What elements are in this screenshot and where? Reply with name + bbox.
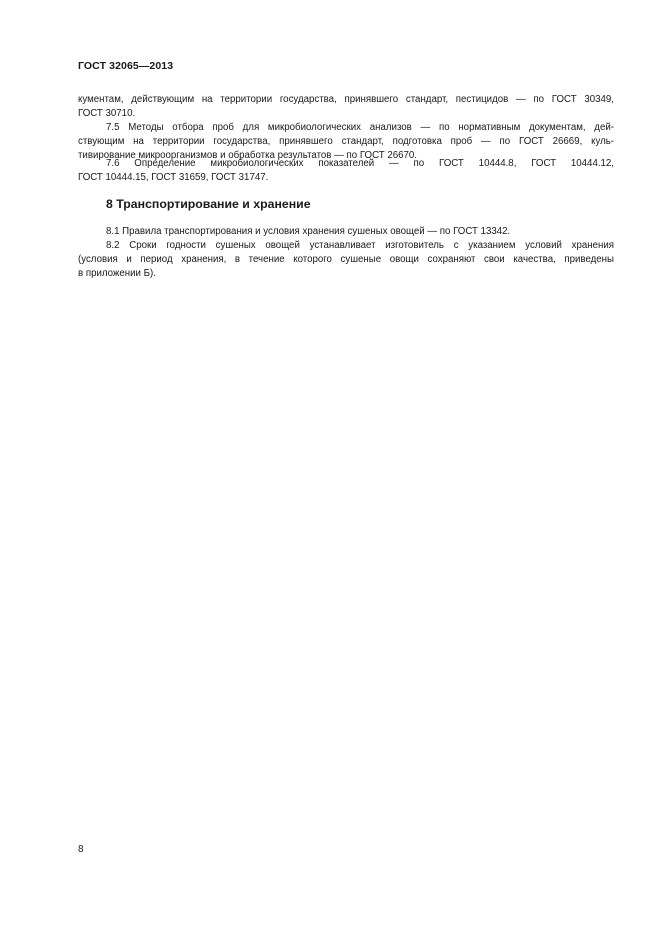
text-line: тивирование микроорганизмов и обработка результатов — по ГОСТ 26670. <box>78 150 417 162</box>
text-line: ГОСТ 10444.15, ГОСТ 31659, ГОСТ 31747. <box>78 172 269 184</box>
text-line: кументам, действующим на территории государства, принявшего стандарт, пестицидов — по ГОСТ 30349, <box>78 94 614 105</box>
text-line: ГОСТ 30710. <box>78 108 136 120</box>
clause-7-6 <box>78 157 614 185</box>
text-line: 7.5 Методы отбора проб для микробиологических анализов — по нормативным документам, дей- <box>106 122 614 133</box>
text-line: 8.1 Правила транспортирования и условия хранения сушеных овощей — по ГОСТ 13342. <box>106 226 511 237</box>
clause-7-4-continuation <box>78 93 614 121</box>
text-line: ствующим на территории государства, принявшего стандарт, подготовка проб — по ГОСТ 26669, куль- <box>78 136 614 148</box>
page-number: 8 <box>78 844 84 855</box>
clause-8-2 <box>78 239 614 282</box>
text-line: (условия и период хранения, в течение которого сушеные овощи сохраняют свои качества, приведены <box>78 254 614 266</box>
document-header: ГОСТ 32065—2013 <box>78 60 174 72</box>
text-line: в приложении Б). <box>78 268 156 280</box>
section-8-heading: 8 Транспортирование и хранение <box>106 197 311 211</box>
text-line: 8.2 Сроки годности сушеных овощей устанавливает изготовитель с указанием условий хранения <box>106 240 614 251</box>
text-line: 7.6 Определение микробиологических показателей — по ГОСТ 10444.8, ГОСТ 10444.12, <box>106 158 614 169</box>
clause-8-1 <box>78 225 614 239</box>
